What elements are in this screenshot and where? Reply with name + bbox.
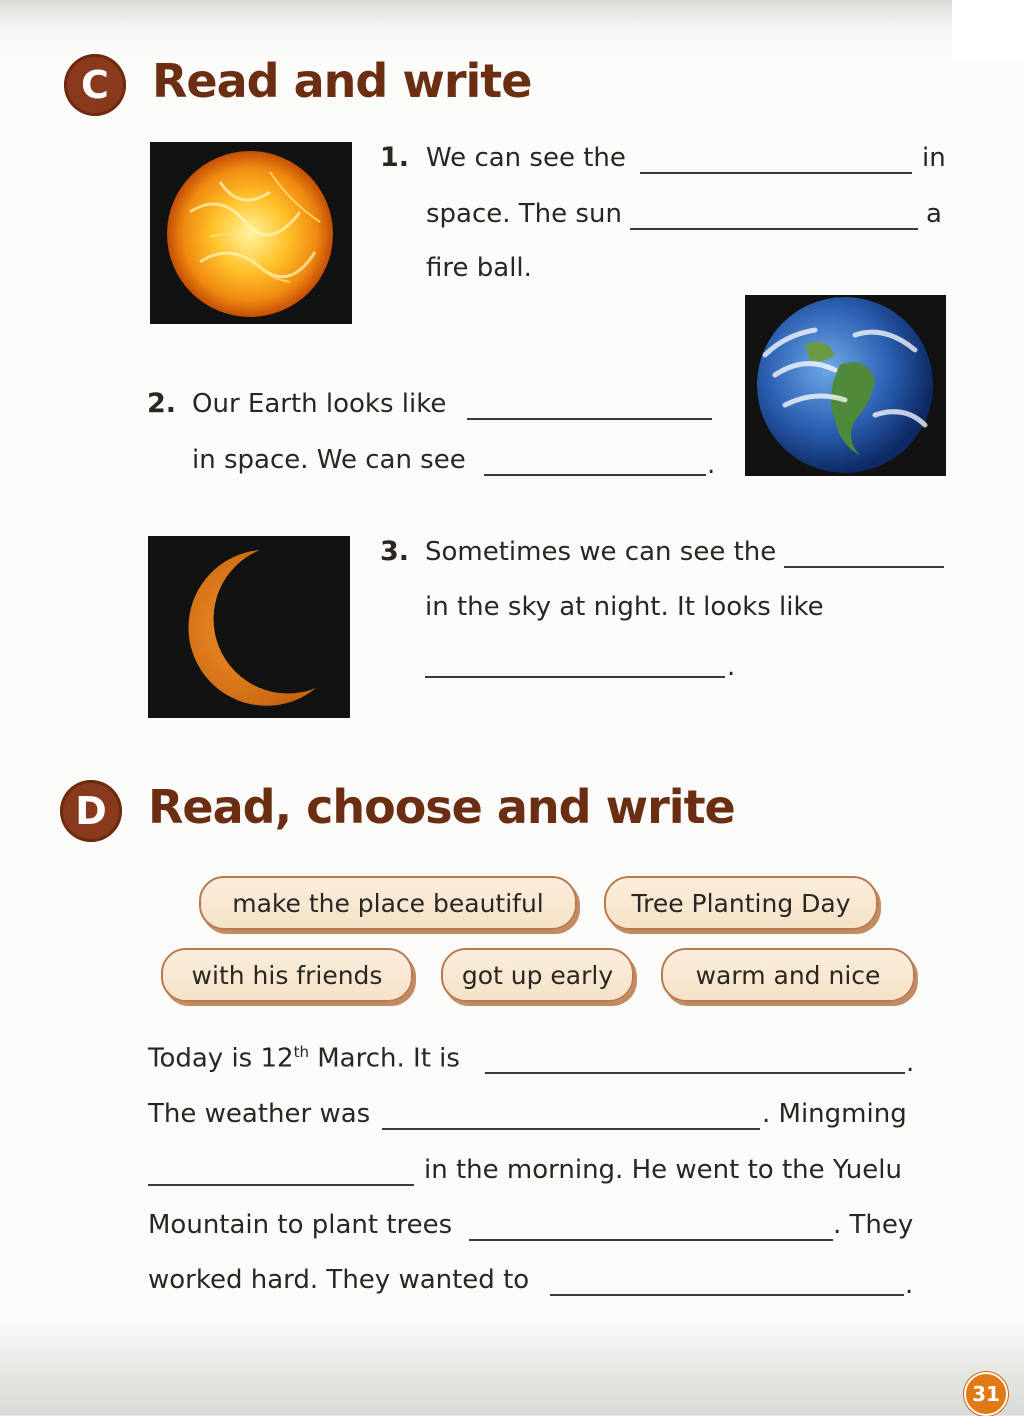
q1-line2-text: space. The sun — [426, 199, 622, 229]
earth-image — [745, 295, 946, 476]
passage-line-4: Mountain to plant trees — [148, 1210, 453, 1240]
q1-number: 1. — [380, 142, 410, 173]
q3-line1-text: Sometimes we can see the — [425, 537, 777, 567]
passage-period-5: . — [905, 1270, 914, 1300]
q2-line2-text: in space. We can see — [192, 445, 466, 475]
q2-blank-1[interactable] — [467, 418, 712, 420]
passage-line-3: in the morning. He went to the Yuelu — [424, 1155, 902, 1185]
page-number-badge: 31 — [964, 1372, 1008, 1416]
passage-line-5: worked hard. They wanted to — [148, 1265, 530, 1295]
moon-image — [148, 536, 350, 718]
section-c-badge — [64, 54, 126, 116]
section-c-letter: C — [81, 63, 109, 107]
passage-date-sup: th — [293, 1043, 309, 1061]
q3-number: 3. — [380, 536, 410, 567]
passage-line-2: The weather was — [148, 1099, 371, 1129]
q1-line3-text: fire ball. — [426, 253, 532, 283]
passage-line-2-end: . Mingming — [762, 1099, 907, 1129]
q3-blank-1[interactable] — [784, 566, 944, 568]
passage-line-4-end: . They — [833, 1210, 914, 1240]
q3-period: . — [727, 652, 736, 682]
choice-chip[interactable]: Tree Planting Day — [604, 876, 878, 930]
q1-blank-2[interactable] — [630, 228, 918, 230]
choice-chip[interactable]: got up early — [441, 948, 634, 1002]
passage-line-1-rest: March. It is — [308, 1043, 460, 1074]
q2-period: . — [707, 450, 716, 480]
passage-date-text: Today is 12 — [148, 1043, 294, 1074]
q1-line1-end: in — [922, 143, 946, 173]
section-d-title: Read, choose and write — [148, 780, 735, 834]
passage-blank-3[interactable] — [148, 1184, 414, 1186]
q3-blank-2[interactable] — [425, 676, 725, 678]
passage-blank-5[interactable] — [550, 1294, 904, 1296]
q3-line2-text: in the sky at night. It looks like — [425, 592, 824, 622]
passage-blank-2[interactable] — [382, 1128, 760, 1130]
page-corner — [952, 0, 1024, 60]
sun-image — [150, 142, 352, 324]
choice-chip[interactable]: warm and nice — [661, 948, 915, 1002]
choice-chip[interactable]: make the place beautiful — [199, 876, 577, 930]
q1-line1-text: We can see the — [426, 143, 626, 173]
section-c-title: Read and write — [152, 54, 532, 108]
q1-line2-end: a — [926, 199, 942, 229]
passage-blank-1[interactable] — [485, 1072, 905, 1074]
passage-period-1: . — [906, 1048, 915, 1078]
q2-number: 2. — [147, 388, 177, 419]
choice-chip[interactable]: with his friends — [161, 948, 413, 1002]
passage-line-1 — [148, 1043, 460, 1074]
passage-blank-4[interactable] — [469, 1239, 833, 1241]
section-d-badge — [60, 780, 122, 842]
q1-blank-1[interactable] — [640, 172, 912, 174]
q2-blank-2[interactable] — [484, 474, 706, 476]
q2-line1-text: Our Earth looks like — [192, 389, 447, 419]
section-d-letter: D — [75, 789, 107, 833]
